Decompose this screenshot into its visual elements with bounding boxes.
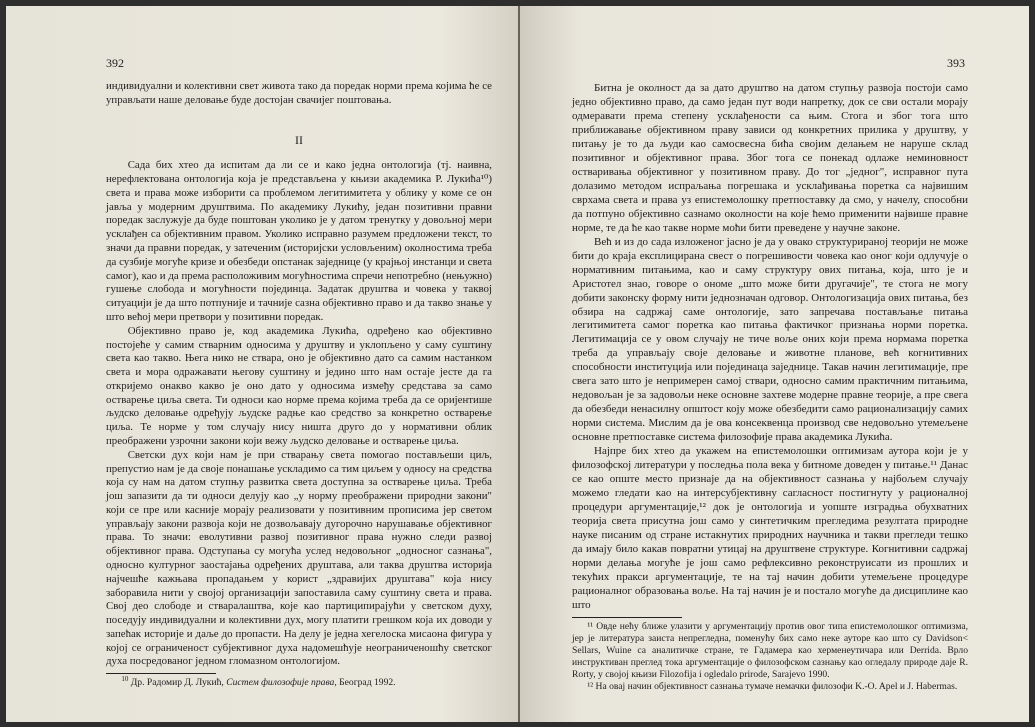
footnote-12: ¹² На овај начин објективност сазнања тумаче немачки филозофи K.-O. Apel и J. Habermas.: [587, 680, 958, 692]
page-number-right: 393: [947, 56, 965, 70]
footnote-rule-right: [572, 617, 682, 618]
left-text-column: [106, 80, 492, 689]
left-paragraph-2: Објективно право је, код академика Лукића, одређено као објективно постојеће у самим стварним односима у друштву и уклопљено у саму суштину света као такво. Њега нико не ствара, оно је објективно дато са самим настанком света и мора одражавати његову суштину и једино што нам остаје јесте да га откријемо онакво какво је оно дато у односима између средстава за само остварење циља света. Ти односи као норме према којима треба да се оријентише људско делoвање одређују људске радње као средство за конкретно остварење циља. Те норме у том случају нису ништа друго до у нормативни облик преображени узрочни закони који вежу људско деловање и остварење циља.: [106, 324, 492, 447]
section-heading: II: [295, 132, 303, 147]
footnote-11: ¹¹ Овде нећу ближе улазити у аргументацију против овог типа епистемолошког оптимизма, јер је литература заиста непрегледна, поменућу бих само неке ауторе као што су Davidson< Sellars, Wuine са аналитичке стране, те Гадамера као херменеутичара или Derrida. Врло инструктиван преглед тока аргументације о филозофском сазнању као огледалу природе даје R. Rorty, у својој књизи Filozofija i ogledalo prirode, Sarajevo 1990.: [572, 620, 968, 680]
footnote-rest: Београд 1992.: [339, 677, 396, 689]
right-text-column: [572, 82, 968, 693]
page-number-left: 392: [106, 56, 124, 70]
footnote-10: [106, 677, 492, 689]
intro-paragraph: индивидуални и колективни свет живота тако да поредак норми према којима ће се управљати наше деловање буде достојан свачијег поштовања.: [106, 80, 492, 106]
footnote-mark: 10: [121, 675, 129, 684]
left-paragraph-1: Сада бих хтео да испитам да ли се и како једна онтологија (тј. наивна, нерефлектована онтологија која је представљена у књизи академика Р. Лукића¹⁰) света и права може изборити са проблемом легитимитета у облику у коме се он јавља у модерним друштвима. По академику Лукићу, један позитивни правни поредак заслужује да буде поштован уколико је у датом тренутку у довољној мери усклађен са објективним правом. Уколико исправно разумем предложени текст, то значи да правни поредак, у затеченим (историјски условљеним) околностима треба да сузбије могуће кризе и обезбеди опстанак заједнице (у крајњој инстанци и света самог), као и да према расположивим могућностима спречи непотребно (нењужно) гушење слобода и могућности појединца. Задатак друштва и човека у таквој ситуацији је да што потпуније и тачније сазна објективно право и да такво знање у што већој мери претвори у позитивни поредак.: [106, 159, 492, 323]
footnote-title: Систем филозофије права,: [226, 677, 337, 689]
left-page: [6, 6, 518, 722]
right-paragraph-3: Најпре бих хтео да укажем на епистемолошки оптимизам аутора који је у филозофској литератури у последња пола века у битноме доведен у питање.¹¹ Данас се као опште место признаје да на објективност сазнања у најбољем случају можемо гледати као на интерсубјективну сагласност постигнуту у рационалној процедури аргументације,¹² док је онтологија и уопште изградња обухватних теорија света присутна још само у синтетичким прегледима резултата природне науке писаним од стране истакнутих природних научника и такви прегледи тешко да имају било какав повратни утицај на друштвене структуре. Когнитивни садржај норми делања могуће је још само рефлексивно реконструисати из прошлих и текућих пракси аргументације, те на тај начин добити утемељене процедуре рационалног образовања воље. На тај начин је и постало могуће да дисциплине као што: [572, 445, 968, 611]
footnote-author: Др. Радомир Д. Лукић,: [130, 677, 224, 689]
right-paragraph-1: Битна је околност да за дато друштво на датом ступњу развоја постоји само једно објективно право, да само један пут води напретку, док се сви остали морају одмеравати према степену усклађености са њим. Стога и због тога што приближавање објективном праву зависи од конкретних прилика у друштву, у питању је то да људи као самосвесна бића својим делањем не наруше склад позитивног и објективног права. Због тога се понекад одлаже неминовност остваривања објективног у позитивном праву. До тог „једног", исправног пута долазимо методом испраљања погрешака и усклађивања поретка са највишим сврхама света и права уз епистемолошку претпоставку да смо, у начелу, способни да потпуно објективно сазнамо околности на које ћемо применити највише правне норме, те да ће као такве норме моћи бити преведене у научне законе.: [572, 82, 968, 234]
footnotes-right: [572, 621, 968, 693]
left-paragraph-3: Светски дух који нам је при стварању света помогао постављеши циљ, препустио нам је да своје понашање ускладимо са тим циљем у односу на средства која су нам на датом ступњу развитка света доступна за остварење циља. Треба још запазити да ти односи делују као „у норму преображени природни закони" који се пре или касније морају реализовати у позитивним прописима јер светом управљају закони развоја који не дозвољавају дугорочно нарушавање објективног права. То значи: еволутивни развој позитивног права нужно следи развој објективног права. Одступања су могућа услед недовољног „односног сазнања", односно културног заостајања одређених друштава, али таква друштва историја најчешће кажњава пропадањем у корист „здравијих друштава" која нису заборавила нити у својој организацији запоставила саму суштину света и права. Свој део слободе и стваралаштва, које као партиципирајући у светском духу, поседују индивидуални и колективни дух, могу платити грешком која их доводи у запећак историје и даље до пропасти. На делу је једна хегелоска мисаона фигура у којој се ограниченост субјективног духа надомешћује неограниченошћу светског духа посредованог једном гломазном онтологијом.: [106, 448, 492, 668]
right-page: [520, 6, 1029, 722]
right-paragraph-2: Већ и из до сада изложеног јасно је да у овако структурираној теорији не може бити до краја експлицирана свест о погрешивости човека као оног који одлучује о нормативним питањима, као и саму структуру ових питања, која, што је и Аристотел знао, говоре о ономе „што може бити другачије", те стога не могу добити законску форму нити једнозначан одговор. Онтологизација ових питања, без обзира на садржај саме онтологије, зато запречава постављање питања легитимитета самог поретка као питања фактичког признања норми поретка. Легитимација се у овом случају не тиче воље оних који према нормама поретка треба да управљају своје деловање и животне планове, већ когнитивних способности институција или појединаца заједнице. Такав начин легитимације, пре свега зато што је непримерен самој ствари, односно самим практичним питањима, недовољан је за задовољи неке основне захтеве модерне правне теорије, а пре свега да обезбеди ненасилну општост коју може обезбедити само рационализацију самих норми система. Мислим да је ова консеквенца производ све недовољно утемељене основне претпоставке система филозофије права академика Лукића.: [572, 235, 968, 444]
